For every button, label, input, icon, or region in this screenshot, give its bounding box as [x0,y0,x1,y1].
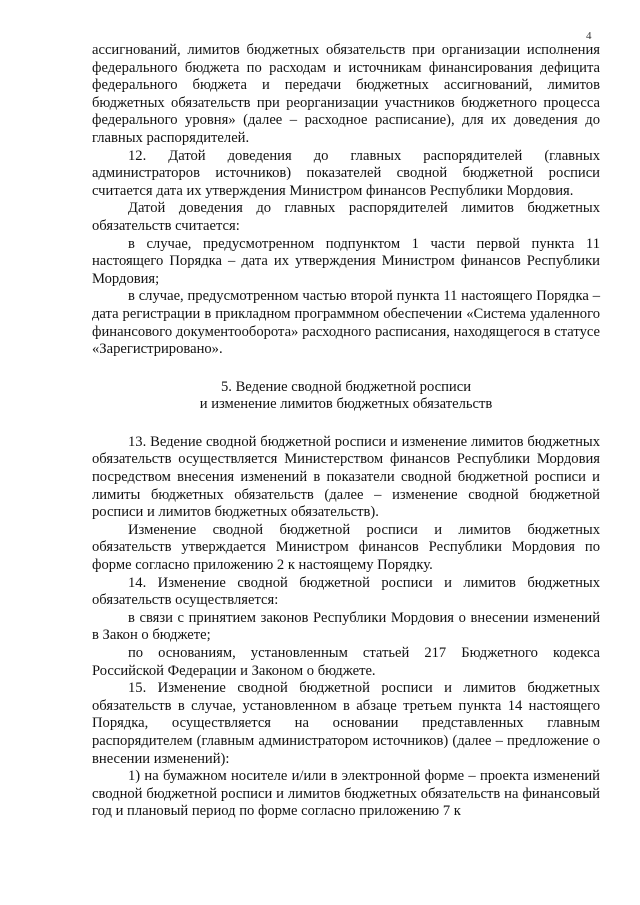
paragraph-15: 15. Изменение сводной бюджетной росписи и лимитов бюджетных обязательств в случае, установленном в абзаце третьем пункта 14 настоящего Порядка, осуществляется на основании представленных главным распорядителем (главным администратором источников) (далее – предложение о внесении изменений): [92,680,600,767]
document-body [92,42,600,821]
section-heading-line-2: и изменение лимитов бюджетных обязательств [199,396,493,413]
page-number: 4 [586,30,592,42]
paragraph-15-item-1: 1) на бумажном носителе и/или в электронной форме – проекта изменений сводной бюджетной росписи и лимитов бюджетных обязательств на финансовый год и плановый период по форме согласно приложению 7 к [92,768,600,820]
paragraph-13-approval: Изменение сводной бюджетной росписи и лимитов бюджетных обязательств утверждается Министром финансов Республики Мордовия по форме согласно приложению 2 к настоящему Порядку. [92,521,600,574]
section-heading-line-1: 5. Ведение сводной бюджетной росписи [220,378,472,395]
paragraph-14-item-1: в связи с принятием законов Республики Мордовия о внесении изменений в Закон о бюджете; [92,609,600,644]
paragraph-13: 13. Ведение сводной бюджетной росписи и изменение лимитов бюджетных обязательств осуществляется Министерством финансов Республики Мордовия посредством внесения изменений в показатели сводной бюджетной росписи и лимиты бюджетных обязательств (далее – изменение сводной бюджетной росписи и лимитов бюджетных обязательств). [92,433,600,521]
paragraph-case-2: в случае, предусмотренном частью второй пункта 11 настоящего Порядка – дата регистрации в прикладном программном обеспечении «Система удаленного финансового документооборота» расходного расписания, находящегося в статусе «Зарегистрировано». [92,288,600,358]
paragraph-limits-date: Датой доведения до главных распорядителей лимитов бюджетных обязательств считается: [92,200,600,234]
section-heading [92,379,600,414]
paragraph-14-item-2: по основаниям, установленным статьей 217 Бюджетного кодекса Российской Федерации и Законом о бюджете. [92,645,600,679]
paragraph-case-1: в случае, предусмотренном подпунктом 1 части первой пункта 11 настоящего Порядка – дата их утверждения Министром финансов Республики Мордовия; [92,235,600,287]
paragraph-continuation: ассигнований, лимитов бюджетных обязательств при организации исполнения федерального бюджета по расходам и источникам финансирования дефицита федерального бюджета и передачи бюджетных ассигнований, лимитов бюджетных обязательств при реорганизации участников бюджетного процесса федерального уровня» (далее – расходное расписание), для их доведения до главных распорядителей. [92,42,600,146]
paragraph-14: 14. Изменение сводной бюджетной росписи и лимитов бюджетных обязательств осуществляется: [92,574,600,609]
paragraph-12: 12. Датой доведения до главных распорядителей (главных администраторов источников) показателей сводной бюджетной росписи считается дата их утверждения Министром финансов Республики Мордовия. [92,147,600,199]
